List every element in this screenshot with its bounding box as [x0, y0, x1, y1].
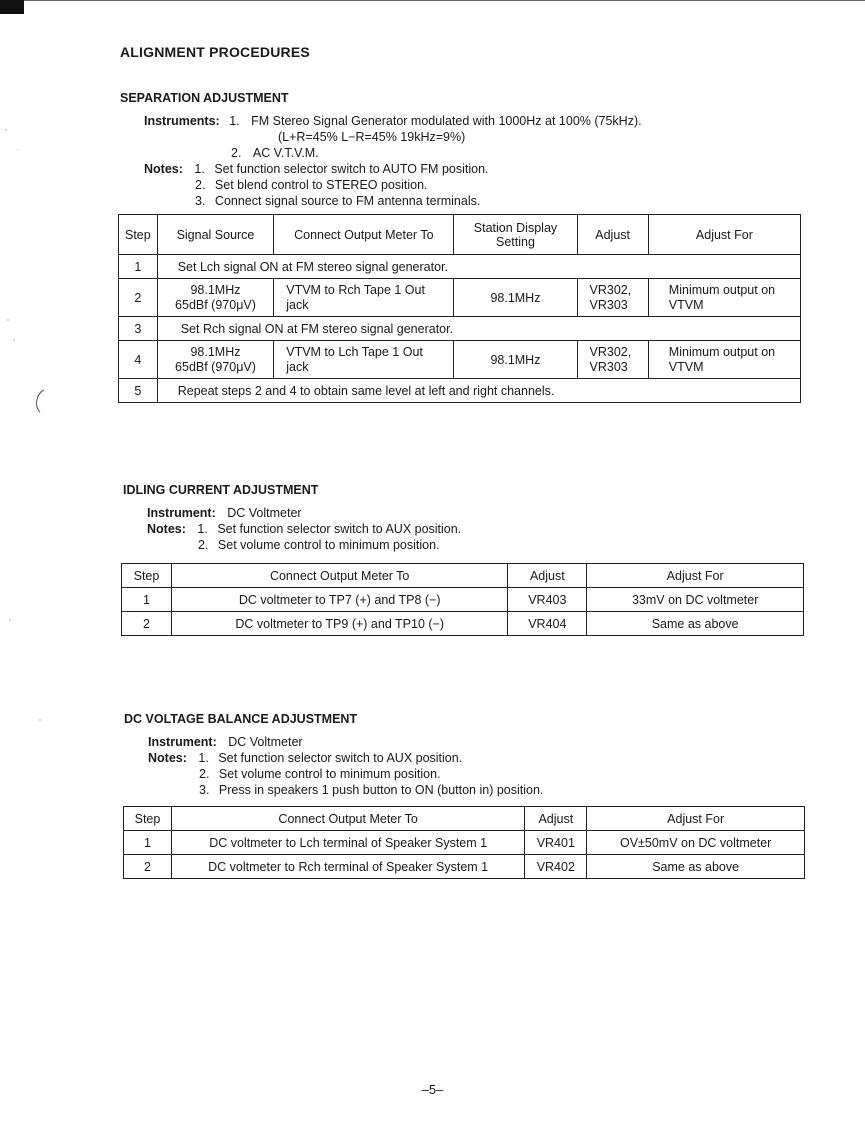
signal-source-cell: 98.1MHz 65dBf (970μV)	[157, 341, 274, 379]
col-header: Connect Output Meter To	[274, 215, 454, 255]
table-row	[122, 588, 804, 612]
adjust-for-cell: Minimum output on VTVM	[648, 279, 800, 317]
dc-balance-notes-line-2: 2. Set volume control to minimum position.	[199, 767, 441, 781]
separation-instruments-line-1: Instruments: 1. FM Stereo Signal Generator modulated with 1000Hz at 100% (75kHz).	[144, 114, 642, 128]
adjust-cell: VR302, VR303	[577, 341, 648, 379]
meter-cell: DC voltmeter to Lch terminal of Speaker System 1	[171, 831, 524, 855]
instruction-cell: Repeat steps 2 and 4 to obtain same level at left and right channels.	[157, 379, 800, 403]
idling-instrument-line: Instrument: DC Voltmeter	[147, 506, 302, 520]
notes-label: Notes:	[147, 522, 186, 536]
col-header: Adjust	[577, 215, 648, 255]
meter-cell: DC voltmeter to TP7 (+) and TP8 (−)	[171, 588, 507, 612]
col-header: Station Display Setting	[454, 215, 577, 255]
meter-cell: VTVM to Lch Tape 1 Out jack	[274, 341, 454, 379]
col-header: Adjust For	[587, 564, 804, 588]
col-header: Step	[119, 215, 158, 255]
instruments-label: Instruments:	[144, 114, 220, 128]
instrument-label: Instrument:	[148, 735, 217, 749]
table-row	[119, 379, 801, 403]
col-header: Adjust	[525, 807, 587, 831]
step-cell: 2	[122, 612, 172, 636]
meter-cell: DC voltmeter to Rch terminal of Speaker System 1	[171, 855, 524, 879]
adjust-for-cell: Minimum output on VTVM	[648, 341, 800, 379]
station-cell: 98.1MHz	[454, 279, 577, 317]
col-header: Adjust For	[648, 215, 800, 255]
dc-balance-table	[123, 806, 805, 879]
instruction-cell: Set Rch signal ON at FM stereo signal generator.	[157, 317, 800, 341]
separation-section-title: SEPARATION ADJUSTMENT	[120, 91, 289, 105]
col-header: Connect Output Meter To	[171, 807, 524, 831]
table-row	[119, 255, 801, 279]
adjust-cell: VR403	[508, 588, 587, 612]
dc-balance-instrument-line: Instrument: DC Voltmeter	[148, 735, 303, 749]
dc-balance-notes-line-3: 3. Press in speakers 1 push button to ON (button in) position.	[199, 783, 544, 797]
idling-table	[121, 563, 804, 636]
instruction-cell: Set Lch signal ON at FM stereo signal generator.	[157, 255, 800, 279]
page-title: ALIGNMENT PROCEDURES	[120, 44, 310, 60]
step-cell: 1	[119, 255, 158, 279]
adjust-cell: VR401	[525, 831, 587, 855]
step-cell: 2	[124, 855, 172, 879]
adjust-for-cell: Same as above	[587, 855, 805, 879]
separation-notes-line-1: Notes: 1. Set function selector switch to AUTO FM position.	[144, 162, 489, 176]
col-header: Step	[124, 807, 172, 831]
page-number: –5–	[421, 1082, 444, 1097]
idling-section-title: IDLING CURRENT ADJUSTMENT	[123, 483, 319, 497]
table-row	[124, 855, 805, 879]
adjust-cell: VR402	[525, 855, 587, 879]
table-header-row	[119, 215, 801, 255]
table-header-row	[122, 564, 804, 588]
col-header: Adjust	[508, 564, 587, 588]
col-header: Connect Output Meter To	[171, 564, 507, 588]
table-row	[122, 612, 804, 636]
col-header: Adjust For	[587, 807, 805, 831]
meter-cell: VTVM to Rch Tape 1 Out jack	[274, 279, 454, 317]
notes-label: Notes:	[144, 162, 183, 176]
signal-source-cell: 98.1MHz 65dBf (970μV)	[157, 279, 274, 317]
table-row	[119, 279, 801, 317]
table-row	[124, 831, 805, 855]
separation-notes-line-3: 3. Connect signal source to FM antenna terminals.	[195, 194, 481, 208]
step-cell: 3	[119, 317, 158, 341]
separation-notes-line-2: 2. Set blend control to STEREO position.	[195, 178, 428, 192]
notes-label: Notes:	[148, 751, 187, 765]
scan-margin-specks	[0, 100, 60, 900]
station-cell: 98.1MHz	[454, 341, 577, 379]
separation-instruments-line-3: 2. AC V.T.V.M.	[231, 146, 319, 160]
adjust-for-cell: Same as above	[587, 612, 804, 636]
adjust-for-cell: 33mV on DC voltmeter	[587, 588, 804, 612]
step-cell: 4	[119, 341, 158, 379]
top-rule	[0, 0, 865, 1]
adjust-for-cell: OV±50mV on DC voltmeter	[587, 831, 805, 855]
table-row	[119, 341, 801, 379]
idling-notes-line-1: Notes: 1. Set function selector switch to AUX position.	[147, 522, 462, 536]
dc-balance-notes-line-1: Notes: 1. Set function selector switch to AUX position.	[148, 751, 463, 765]
dc-balance-section-title: DC VOLTAGE BALANCE ADJUSTMENT	[124, 712, 358, 726]
step-cell: 5	[119, 379, 158, 403]
table-header-row	[124, 807, 805, 831]
step-cell: 1	[124, 831, 172, 855]
step-cell: 2	[119, 279, 158, 317]
step-cell: 1	[122, 588, 172, 612]
scan-corner-mark	[0, 0, 24, 14]
col-header: Signal Source	[157, 215, 274, 255]
adjust-cell: VR404	[508, 612, 587, 636]
adjust-cell: VR302, VR303	[577, 279, 648, 317]
separation-table	[118, 214, 801, 403]
table-row	[119, 317, 801, 341]
separation-instruments-line-2: (L+R=45% L−R=45% 19kHz=9%)	[278, 130, 466, 144]
meter-cell: DC voltmeter to TP9 (+) and TP10 (−)	[171, 612, 507, 636]
idling-notes-line-2: 2. Set volume control to minimum position.	[198, 538, 440, 552]
instrument-label: Instrument:	[147, 506, 216, 520]
col-header: Step	[122, 564, 172, 588]
